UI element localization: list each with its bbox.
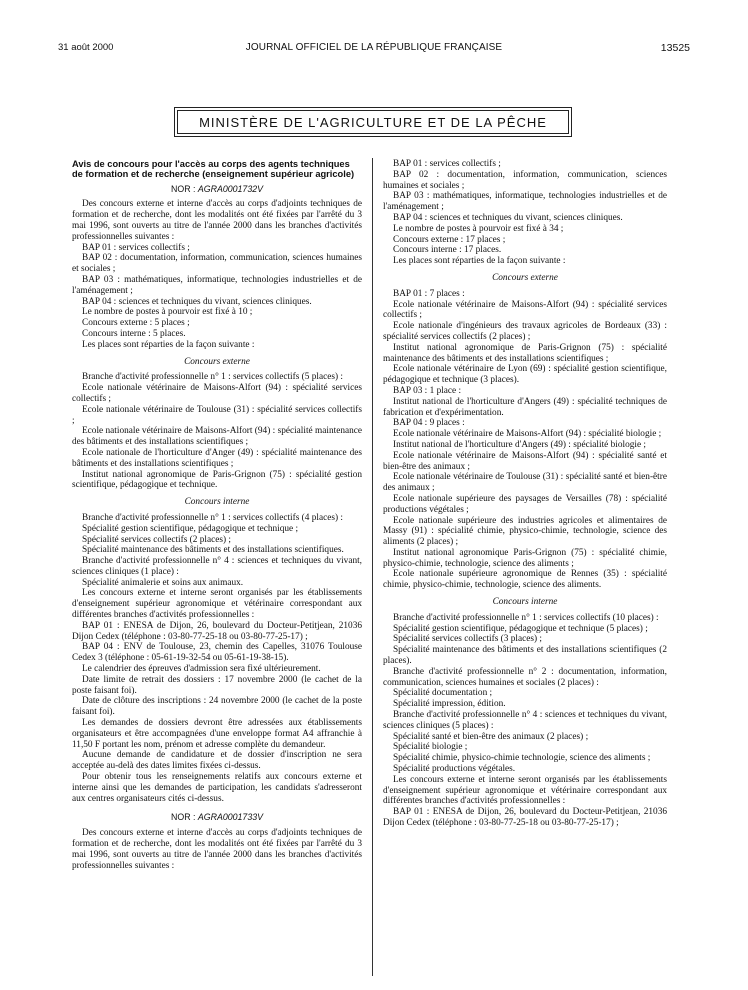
paragraph: BAP 02 : documentation, information, communication, sciences humaines et sociales ;	[383, 169, 667, 191]
paragraph: Date de clôture des inscriptions : 24 novembre 2000 (le cachet de la poste faisant foi).	[72, 696, 362, 718]
journal-title: JOURNAL OFFICIEL DE LA RÉPUBLIQUE FRANÇAISE	[245, 42, 503, 53]
page-number: 13525	[660, 42, 690, 54]
paragraph: Spécialité santé et bien-être des animaux (2 places) ;	[393, 731, 589, 742]
paragraph-group	[72, 513, 362, 805]
paragraph: Spécialité maintenance des bâtiments et des installations scientifiques.	[82, 545, 344, 556]
paragraph: BAP 03 : mathématiques, informatique, technologies industrielles et de l'aménagement ;	[72, 274, 362, 296]
section-heading-internal: Concours interne	[184, 497, 250, 508]
paragraph: Les concours externe et interne seront organisés par les établissements d'enseignement supérieur agronomique et vétérinaire correspondant aux différentes branches d'activités professionnelles :	[383, 774, 667, 807]
paragraph: BAP 04 : sciences et techniques du vivant, sciences cliniques.	[393, 212, 623, 223]
paragraph: Spécialité services collectifs (3 places) ;	[393, 634, 542, 645]
ministry-banner	[174, 107, 572, 137]
paragraph: BAP 01 : ENESA de Dijon, 26, boulevard du Docteur-Petitjean, 21036 Dijon Cedex (téléphone : 03-80-77-25-18 ou 03-80-77-25-17) ;	[383, 807, 667, 829]
notice-title: Avis de concours pour l'accès au corps des agents techniques de formation et de recherche (enseignement supérieur agricole)	[72, 159, 355, 180]
paragraph: Spécialité animalerie et soins aux animaux.	[82, 577, 244, 588]
paragraph: Les places sont réparties de la façon suivante :	[393, 256, 566, 267]
paragraph: Ecole nationale supérieure des paysages de Versailles (78) : spécialité productions végétales ;	[383, 493, 667, 515]
paragraph: Institut national de l'horticulture d'Angers (49) : spécialité biologie ;	[393, 439, 647, 450]
right-column	[383, 159, 667, 829]
paragraph: Spécialité productions végétales.	[393, 764, 516, 775]
column-divider	[372, 158, 373, 976]
section-heading-external: Concours externe	[492, 272, 558, 283]
paragraph: Des concours externe et interne d'accès au corps d'adjoints techniques de formation et de recherche, dont les modalités ont été fixées par l'arrêté du 3 mai 1996, sont ouverts au titre de l'année 2000 dans les branches d'activités professionnelles suivantes :	[72, 199, 362, 242]
paragraph: Le calendrier des épreuves d'admission sera fixé ultérieurement.	[82, 664, 321, 675]
ministry-title: MINISTÈRE DE L'AGRICULTURE ET DE LA PÊCHE	[177, 110, 569, 134]
paragraph: BAP 01 : services collectifs ;	[393, 159, 501, 169]
paragraph: BAP 04 : sciences et techniques du vivant, sciences cliniques.	[82, 296, 312, 307]
paragraph: Le nombre de postes à pourvoir est fixé à 10 ;	[82, 307, 253, 318]
paragraph: Spécialité services collectifs (2 places) ;	[82, 534, 231, 545]
paragraph-group	[72, 828, 362, 871]
paragraph: Ecole nationale de l'horticulture d'Anger (49) : spécialité maintenance des bâtiments et des installations scientifiques ;	[72, 447, 362, 469]
paragraph: Concours externe : 17 places ;	[393, 234, 506, 245]
paragraph: Ecole nationale vétérinaire de Maisons-Alfort (94) : spécialité santé et bien-être des animaux ;	[383, 450, 667, 472]
nor-label: NOR :	[171, 183, 196, 194]
paragraph: Ecole nationale d'ingénieurs des travaux agricoles de Bordeaux (33) : spécialité services collectifs (2 places) ;	[383, 321, 667, 342]
paragraph: Ecole nationale supérieure agronomique de Rennes (35) : spécialité chimie, physico-chimie, technologie, science des aliments.	[383, 569, 667, 591]
paragraph-group	[383, 289, 667, 591]
paragraph: Ecole nationale supérieure des industries agricoles et alimentaires de Massy (91) : spécialité chimie, physico-chimie, technologie, science des aliments (2 places) ;	[383, 515, 667, 548]
paragraph: Concours interne : 17 places.	[393, 245, 502, 256]
paragraph: Institut national agronomique de Paris-Grignon (75) : spécialité gestion scientifique, pédagogique et technique.	[72, 469, 362, 491]
paragraph: Ecole nationale vétérinaire de Toulouse (31) : spécialité services collectifs ;	[72, 404, 362, 426]
paragraph-group	[383, 613, 667, 829]
paragraph: BAP 01 : 7 places :	[393, 288, 465, 299]
paragraph: Les demandes de dossiers devront être adressées aux établissements organisateurs et être accompagnées d'une enveloppe format A4 affranchie à 11,50 F portant les nom, prénom et adresse complète du demandeur.	[72, 718, 362, 750]
paragraph: Ecole nationale vétérinaire de Toulouse (31) : spécialité santé et bien-être des animaux ;	[383, 472, 667, 494]
paragraph: BAP 01 : services collectifs ;	[82, 242, 190, 253]
paragraph: Date limite de retrait des dossiers : 17 novembre 2000 (le cachet de la poste faisant foi).	[72, 674, 362, 696]
paragraph: Branche d'activité professionnelle n° 1 : services collectifs (5 places) :	[82, 372, 343, 383]
paragraph: BAP 02 : documentation, information, communication, sciences humaines et sociales ;	[72, 253, 362, 275]
nor-code: AGRA0001732V	[197, 183, 263, 194]
paragraph: Branche d'activité professionnelle n° 4 : sciences et techniques du vivant, sciences cliniques (1 place) :	[72, 556, 362, 577]
paragraph: Branche d'activité professionnelle n° 2 : documentation, information, communication, sciences humaines et sociales (2 places) :	[383, 666, 667, 688]
paragraph: Les places sont réparties de la façon suivante :	[82, 339, 255, 350]
paragraph: Spécialité maintenance des bâtiments et des installations scientifiques (2 places).	[383, 645, 667, 667]
page-header	[58, 38, 690, 54]
paragraph: Spécialité gestion scientifique, pédagogique et technique (5 places) ;	[393, 623, 648, 634]
paragraph: Ecole nationale vétérinaire de Maisons-Alfort (94) : spécialité maintenance des bâtiments et des installations scientifiques ;	[72, 426, 362, 448]
paragraph: Spécialité documentation ;	[393, 688, 493, 699]
section-heading-internal: Concours interne	[492, 597, 558, 608]
header-date: 31 août 2000	[58, 42, 114, 53]
paragraph: BAP 01 : ENESA de Dijon, 26, boulevard du Docteur-Petitjean, 21036 Dijon Cedex (téléphone : 03-80-77-25-18 ou 03-80-77-25-17) ;	[72, 620, 362, 642]
paragraph: Branche d'activité professionnelle n° 1 : services collectifs (4 places) :	[82, 512, 343, 523]
paragraph-group	[72, 199, 362, 350]
left-column	[72, 159, 362, 871]
paragraph: Concours interne : 5 places.	[82, 328, 186, 339]
paragraph: Concours externe : 5 places ;	[82, 318, 190, 329]
paragraph: Ecole nationale vétérinaire de Maisons-Alfort (94) : spécialité services collectifs ;	[72, 383, 362, 404]
paragraph: Les concours externe et interne seront organisés par les établissements d'enseignement supérieur agronomique et vétérinaire correspondant aux différentes branches d'activités professionnelles :	[72, 588, 362, 621]
paragraph: Institut national de l'horticulture d'Angers (49) : spécialité techniques de fabrication et d'expérimentation.	[383, 396, 667, 418]
nor-code: AGRA0001733V	[197, 812, 263, 823]
paragraph: Institut national agronomique Paris-Grignon (75) : spécialité chimie, physico-chimie, technologie, science des aliments ;	[383, 547, 667, 569]
paragraph: Des concours externe et interne d'accès au corps d'adjoints techniques de formation et de recherche, dont les modalités ont été fixées par l'arrêté du 3 mai 1996, sont ouverts au titre de l'année 2000 dans les branches d'activités professionnelles suivantes :	[72, 828, 362, 871]
nor-reference	[72, 184, 362, 195]
paragraph: Institut national agronomique de Paris-Grignon (75) : spécialité maintenance des bâtiments et des installations scientifiques ;	[383, 342, 667, 364]
paragraph-group	[383, 159, 667, 267]
paragraph: Branche d'activité professionnelle n° 4 : sciences et techniques du vivant, sciences cliniques (5 places) :	[383, 710, 667, 731]
paragraph: Spécialité impression, édition.	[393, 699, 506, 710]
paragraph: Ecole nationale vétérinaire de Lyon (69) : spécialité gestion scientifique, pédagogique et technique (3 places).	[383, 364, 667, 386]
paragraph: Ecole nationale vétérinaire de Maisons-Alfort (94) : spécialité biologie ;	[393, 429, 662, 440]
paragraph: Ecole nationale vétérinaire de Maisons-Alfort (94) : spécialité services collectifs ;	[383, 299, 667, 321]
paragraph: Branche d'activité professionnelle n° 1 : services collectifs (10 places) :	[393, 612, 659, 623]
paragraph: BAP 03 : 1 place :	[393, 385, 462, 396]
paragraph-group	[72, 372, 362, 491]
paragraph: BAP 04 : 9 places :	[393, 418, 465, 429]
paragraph: Spécialité gestion scientifique, pédagogique et technique ;	[82, 523, 299, 534]
paragraph: Spécialité chimie, physico-chimie technologie, science des aliments ;	[393, 753, 651, 764]
paragraph: Aucune demande de candidature et de dossier d'inscription ne sera acceptée au-delà des dates limites fixées ci-dessus.	[72, 750, 362, 772]
paragraph: Spécialité biologie ;	[393, 742, 468, 753]
nor-label: NOR :	[171, 812, 196, 823]
paragraph: BAP 03 : mathématiques, informatique, technologies industrielles et de l'aménagement ;	[383, 191, 667, 213]
paragraph: BAP 04 : ENV de Toulouse, 23, chemin des Capelles, 31076 Toulouse Cedex 3 (téléphone : 05-61-19-32-54 ou 05-61-19-38-15).	[72, 642, 362, 664]
paragraph: Le nombre de postes à pourvoir est fixé à 34 ;	[393, 223, 564, 234]
paragraph: Pour obtenir tous les renseignements relatifs aux concours externe et interne ainsi que les demandes de participation, les candidats s'adresseront aux centres organisateurs cités ci-dessus.	[72, 772, 362, 804]
section-heading-external: Concours externe	[184, 356, 250, 367]
nor-reference	[72, 812, 362, 823]
